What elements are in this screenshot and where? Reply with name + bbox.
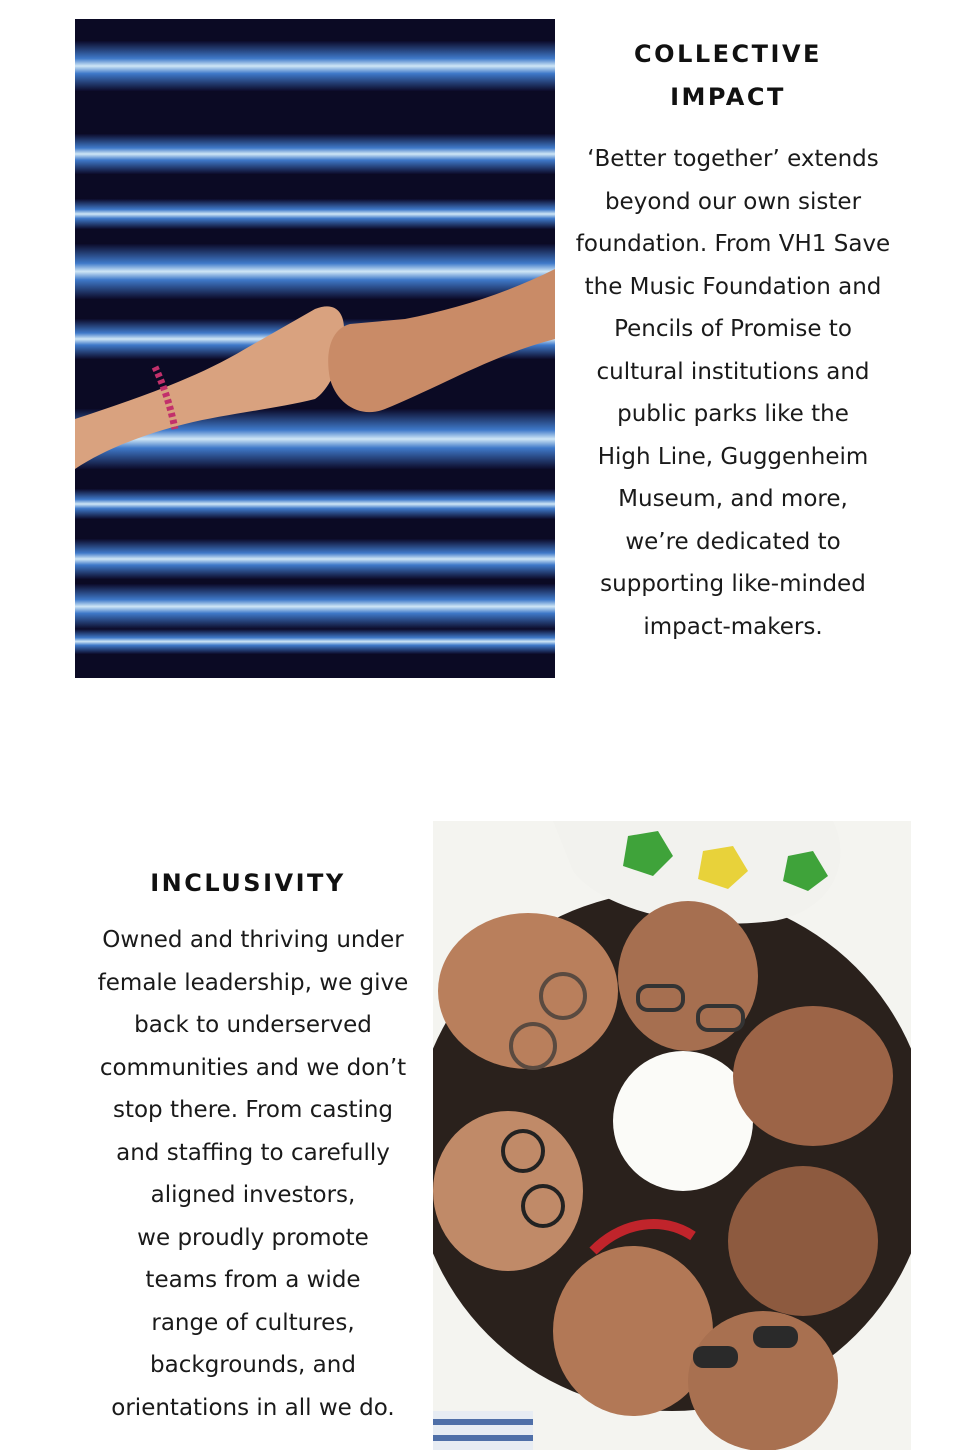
fist-bump-photo (75, 19, 555, 678)
collective-impact-heading: COLLECTIVE IMPACT (634, 40, 822, 111)
collective-impact-section (563, 33, 903, 648)
inclusivity-body: Owned and thriving under female leadership, we give back to underserved communities and we don’t stop there. From casting and staffing to carefully aligned investors, we proudly promote teams from a wide range of cultures, backgrounds, and orientations in all we do. (97, 927, 409, 1421)
inclusivity-section (83, 862, 423, 1429)
inclusivity-heading: INCLUSIVITY (150, 869, 346, 897)
collective-impact-body: ‘Better together’ extends beyond our own sister foundation. From VH1 Save the Music Foundation and Pencils of Promise to cultural institutions and public parks like the High Line, Guggenheim Museum, and more, we’re dedicated to supporting like-minded impact-makers. (575, 146, 891, 640)
group-huddle-photo (433, 821, 911, 1450)
